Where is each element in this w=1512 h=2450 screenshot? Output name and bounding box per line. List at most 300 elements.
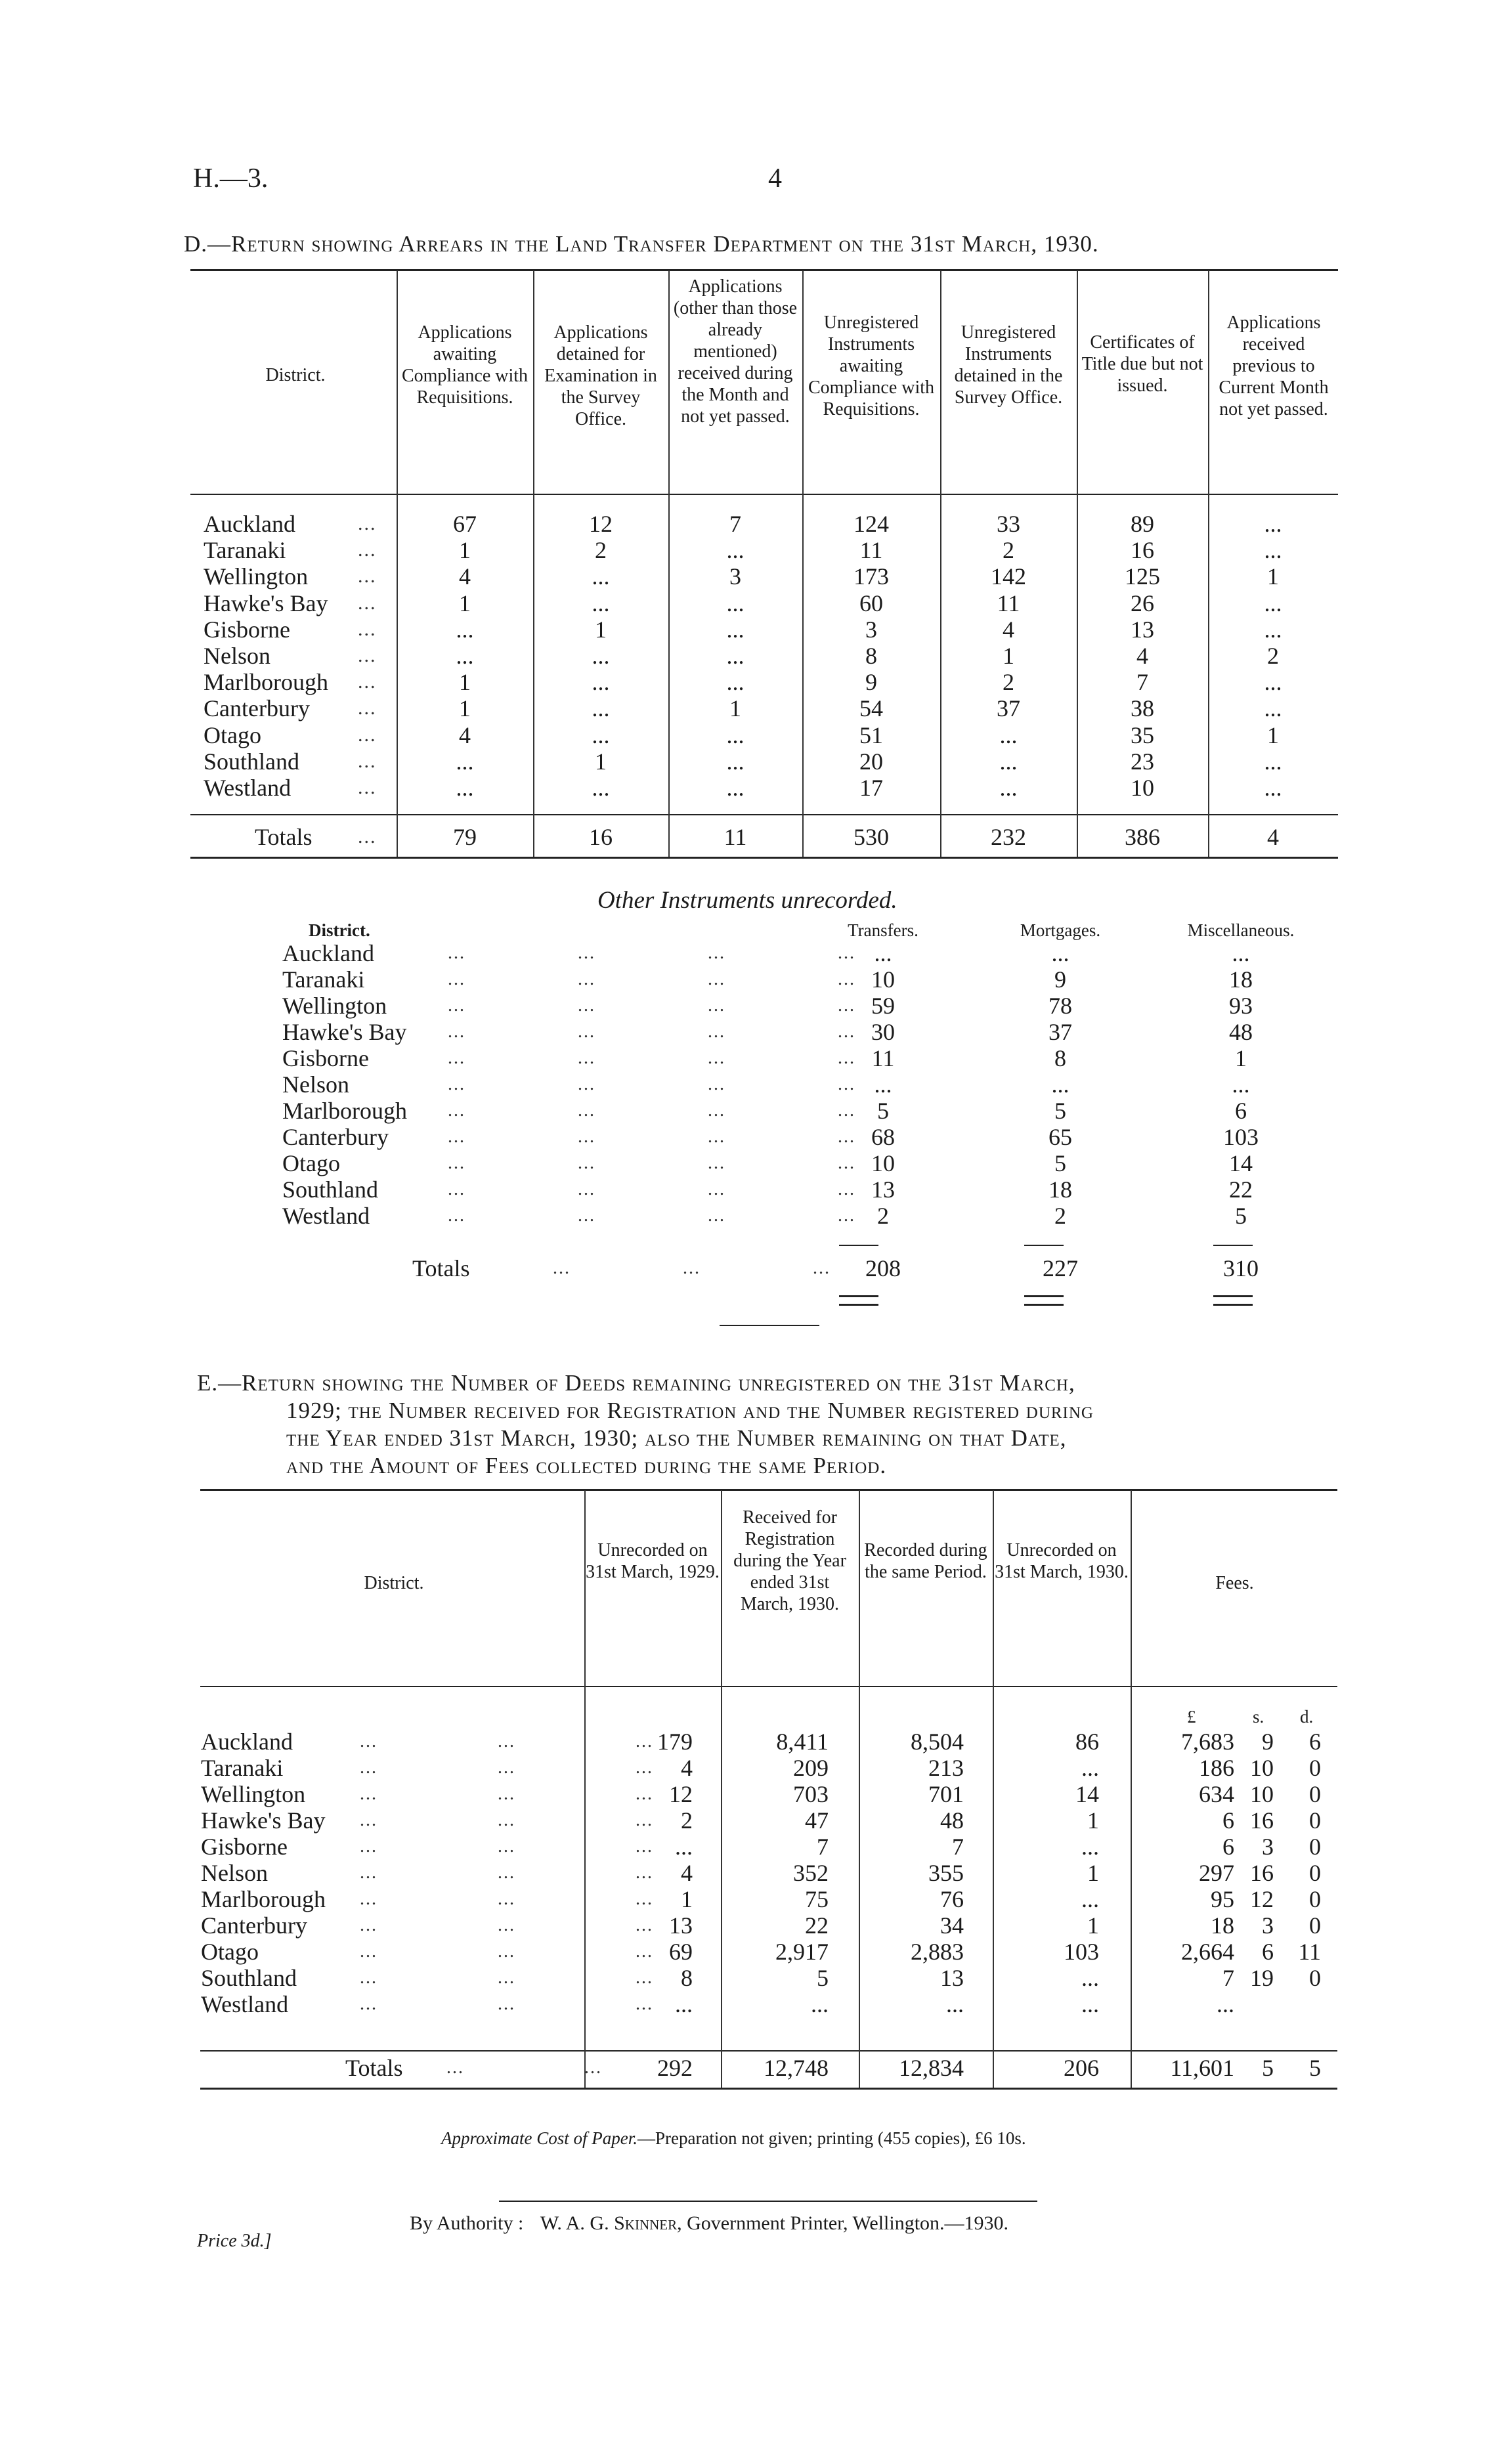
- other-district: Otago: [282, 1150, 340, 1176]
- table-e-fee: 3: [1262, 1912, 1274, 1939]
- other-total-double-rule: [1024, 1295, 1064, 1306]
- table-e-fee: 16: [1250, 1807, 1274, 1834]
- table-e-cell: 103: [1064, 1939, 1099, 1965]
- table-e-leader-dots: ... ... ...: [360, 1810, 653, 1830]
- table-e-fee: 6: [1262, 1939, 1274, 1965]
- table-e-fee: 7: [1222, 1965, 1234, 1991]
- table-d-cell: ...: [726, 748, 745, 775]
- table-d-cell: ...: [1264, 590, 1282, 616]
- table-e-cell: ...: [1081, 1755, 1099, 1781]
- table-e-district: Auckland: [201, 1729, 293, 1755]
- table-d-district: Gisborne: [204, 616, 290, 643]
- price-note: Price 3d.]: [197, 2231, 272, 2251]
- other-cell: 5: [1054, 1098, 1066, 1124]
- table-e-cell: ...: [1081, 1991, 1099, 2017]
- table-d-cell: 9: [865, 669, 877, 695]
- table-d-total: 386: [1125, 824, 1160, 850]
- table-e-total-fee: 11,601: [1170, 2055, 1234, 2081]
- table-e-district: Hawke's Bay: [201, 1807, 326, 1834]
- other-cell: 103: [1223, 1124, 1259, 1150]
- table-e-fee: 10: [1250, 1781, 1274, 1807]
- other-leader-dots: ... ... ...: [553, 1258, 831, 1278]
- other-cell: 22: [1229, 1176, 1253, 1203]
- table-e-cell: ...: [811, 1991, 829, 2017]
- table-e-cell: 2: [681, 1807, 693, 1834]
- other-leader-dots: ... ... ... ...: [448, 969, 855, 989]
- other-cell: 10: [871, 1150, 895, 1176]
- other-cell: 18: [1229, 966, 1253, 993]
- table-d-cell: 7: [729, 511, 741, 537]
- table-d-leader-dots: ...: [358, 697, 377, 719]
- table-d-cell: 2: [1003, 669, 1014, 695]
- table-d-leader-dots: ...: [358, 539, 377, 561]
- other-cell: 2: [877, 1203, 889, 1229]
- table-d-leader-dots: ...: [358, 618, 377, 640]
- other-district: Nelson: [282, 1071, 349, 1098]
- other-instruments-title: Other Instruments unrecorded.: [597, 887, 897, 914]
- table-e-fee: 0: [1309, 1834, 1321, 1860]
- table-d-totals-label: Totals: [255, 824, 313, 850]
- table-e-header-district: District.: [364, 1573, 424, 1593]
- table-d-header-col6: Certificates of Title due but not issued.: [1081, 332, 1203, 396]
- table-e-cell: 13: [940, 1965, 964, 1991]
- table-d-district: Wellington: [204, 563, 309, 590]
- table-e-header-fees: Fees.: [1215, 1573, 1254, 1593]
- table-e-fee: 0: [1309, 1755, 1321, 1781]
- table-d-cell: ...: [1264, 616, 1282, 643]
- other-leader-dots: ... ... ... ...: [448, 1048, 855, 1068]
- table-d-header-col1: Applications awaiting Compliance with Requisitions.: [401, 322, 529, 408]
- table-e-cell: 47: [805, 1807, 829, 1834]
- table-d-cell: ...: [592, 775, 610, 801]
- table-d-cell: 1: [729, 695, 741, 721]
- table-d-cell: 17: [859, 775, 883, 801]
- table-d-cell: 67: [453, 511, 477, 537]
- table-d-district: Hawke's Bay: [204, 590, 328, 616]
- table-d-cell: 4: [459, 563, 471, 590]
- table-e-fee: 0: [1309, 1912, 1321, 1939]
- table-e-cell: 1: [1087, 1912, 1099, 1939]
- other-cell: ...: [874, 1071, 892, 1098]
- table-d-header-district: District.: [265, 365, 326, 385]
- other-cell: ...: [1051, 940, 1069, 966]
- table-e-fee: 19: [1250, 1965, 1274, 1991]
- table-d-district: Marlborough: [204, 669, 328, 695]
- printer-authority: [410, 2212, 1008, 2235]
- table-d-leader-dots: ...: [358, 826, 377, 848]
- table-e-bottom-rule: [200, 2088, 1337, 2090]
- table-d-cell: 16: [1131, 537, 1154, 563]
- table-d-cell: ...: [726, 616, 745, 643]
- authority-prefix: By Authority :: [410, 2212, 524, 2234]
- table-d-cell: 1: [459, 669, 471, 695]
- other-leader-dots: ... ... ... ...: [448, 995, 855, 1016]
- table-d-cell: 3: [729, 563, 741, 590]
- table-e-leader-dots: ... ... ...: [360, 1757, 653, 1778]
- table-e-fee: 3: [1262, 1834, 1274, 1860]
- table-d-total: 11: [724, 824, 747, 850]
- other-cell: 10: [871, 966, 895, 993]
- table-d-district: Nelson: [204, 643, 270, 669]
- other-total: 208: [865, 1255, 901, 1281]
- table-e-header-col4: Unrecorded on 31st March, 1930.: [995, 1540, 1129, 1582]
- table-d-cell: 142: [991, 563, 1026, 590]
- other-district: Marlborough: [282, 1098, 407, 1124]
- other-cell: 8: [1054, 1045, 1066, 1071]
- section-e-title-line3: the Year ended 31st March, 1930; also the Number remaining on that Date,: [286, 1425, 1067, 1451]
- table-d-cell: 1: [459, 590, 471, 616]
- table-e-cell: 1: [681, 1886, 693, 1912]
- printer-name: W. A. G. Skinner: [540, 2212, 678, 2234]
- table-e-cell: ...: [675, 1991, 693, 2017]
- table-e-fee: 95: [1211, 1886, 1234, 1912]
- table-e-total: 292: [657, 2055, 693, 2081]
- other-cell: 11: [871, 1045, 895, 1071]
- table-d-cell: ...: [1264, 748, 1282, 775]
- table-d-cell: 54: [859, 695, 883, 721]
- section-e-title-line4: and the Amount of Fees collected during the same Period.: [286, 1453, 887, 1478]
- other-cell: ...: [874, 940, 892, 966]
- table-d-cell: ...: [999, 748, 1018, 775]
- other-leader-dots: ... ... ... ...: [448, 943, 855, 963]
- table-d-cell: 4: [459, 722, 471, 748]
- table-e-district: Southland: [201, 1965, 297, 1991]
- table-d-cell: ...: [726, 643, 745, 669]
- other-leader-dots: ... ... ... ...: [448, 1179, 855, 1199]
- table-d-leader-dots: ...: [358, 750, 377, 772]
- table-e-leader-dots: ... ...: [446, 2057, 602, 2078]
- table-e-fee: 0: [1309, 1860, 1321, 1886]
- table-d-header-col5: Unregistered Instruments detained in the Survey Office.: [954, 322, 1063, 408]
- table-d-cell: ...: [726, 590, 745, 616]
- table-e-fee: 634: [1199, 1781, 1234, 1807]
- table-d-cell: ...: [1264, 669, 1282, 695]
- other-cell: 48: [1229, 1019, 1253, 1045]
- table-e-fee: 0: [1309, 1807, 1321, 1834]
- table-d-cell: ...: [592, 695, 610, 721]
- table-d-cell: 23: [1131, 748, 1154, 775]
- table-d-leader-dots: ...: [358, 513, 377, 534]
- table-d-cell: ...: [456, 748, 474, 775]
- table-d-cell: ...: [456, 775, 474, 801]
- table-e-fee: 0: [1309, 1886, 1321, 1912]
- other-leader-dots: ... ... ... ...: [448, 1021, 855, 1042]
- table-d-district: Canterbury: [204, 695, 310, 721]
- table-d-total: 4: [1267, 824, 1279, 850]
- table-e-cell: 352: [793, 1860, 829, 1886]
- table-e-totals-label: Totals: [345, 2055, 403, 2081]
- document-reference: H.—3.: [193, 163, 269, 194]
- other-cell: ...: [1232, 940, 1250, 966]
- table-d-cell: 20: [859, 748, 883, 775]
- table-d-leader-dots: ...: [358, 565, 377, 587]
- other-cell: 5: [877, 1098, 889, 1124]
- other-cell: 30: [871, 1019, 895, 1045]
- other-cell: ...: [1232, 1071, 1250, 1098]
- table-d-cell: 2: [1003, 537, 1014, 563]
- table-e-fee: 11: [1298, 1939, 1321, 1965]
- table-d-cell: 33: [997, 511, 1020, 537]
- section-d-title: D.—Return showing Arrears in the Land Transfer Department on the 31st March, 1930.: [184, 231, 1099, 257]
- table-d-cell: 51: [859, 722, 883, 748]
- table-d-cell: 4: [1136, 643, 1148, 669]
- table-d-cell: 37: [997, 695, 1020, 721]
- table-e-cell: 69: [669, 1939, 693, 1965]
- table-e-cell: 2,883: [911, 1939, 964, 1965]
- other-cell: 37: [1048, 1019, 1072, 1045]
- table-e-total-fee: 5: [1309, 2055, 1321, 2081]
- table-e-cell: 5: [817, 1965, 829, 1991]
- other-cell: 14: [1229, 1150, 1253, 1176]
- table-d-cell: ...: [1264, 775, 1282, 801]
- table-e-leader-dots: ... ... ...: [360, 1915, 653, 1935]
- table-e-fee: 7,683: [1181, 1729, 1234, 1755]
- table-e-fee: 186: [1199, 1755, 1234, 1781]
- table-d-cell: 11: [859, 537, 883, 563]
- table-e-cell: 701: [928, 1781, 964, 1807]
- table-e-fee: 16: [1250, 1860, 1274, 1886]
- table-e-cell: ...: [675, 1834, 693, 1860]
- table-e-cell: ...: [1081, 1886, 1099, 1912]
- fee-unit-pence: d.: [1300, 1707, 1314, 1727]
- table-e-cell: 4: [681, 1755, 693, 1781]
- table-d-bottom-rule: [190, 857, 1338, 859]
- table-d-header-col7: Applications received previous to Current Month not yet passed.: [1219, 312, 1329, 419]
- table-d-district: Otago: [204, 722, 261, 748]
- table-d-leader-dots: ...: [358, 592, 377, 614]
- other-header-miscellaneous: Miscellaneous.: [1187, 920, 1295, 940]
- table-d-cell: 1: [595, 616, 607, 643]
- table-d-top-rule: [190, 269, 1338, 271]
- table-e-leader-dots: ... ... ...: [360, 1889, 653, 1909]
- table-e-cell: 75: [805, 1886, 829, 1912]
- other-sum-rule: [839, 1245, 878, 1246]
- table-d-cell: ...: [592, 669, 610, 695]
- other-cell: 68: [871, 1124, 895, 1150]
- table-e-cell: 209: [793, 1755, 829, 1781]
- table-e-cell: ...: [946, 1991, 964, 2017]
- other-cell: 59: [871, 993, 895, 1019]
- other-cell: ...: [1051, 1071, 1069, 1098]
- other-district: Hawke's Bay: [282, 1019, 407, 1045]
- table-d-total: 232: [991, 824, 1026, 850]
- table-e-cell: 8: [681, 1965, 693, 1991]
- table-d-header-col4: Unregistered Instruments awaiting Compliance with Requisitions.: [808, 312, 935, 419]
- table-e-cell: 12: [669, 1781, 693, 1807]
- table-d-cell: 173: [853, 563, 889, 590]
- table-e-cell: 14: [1075, 1781, 1099, 1807]
- table-d-cell: 7: [1136, 669, 1148, 695]
- table-d-leader-dots: ...: [358, 671, 377, 693]
- table-e-cell: 76: [940, 1886, 964, 1912]
- other-cell: 1: [1235, 1045, 1247, 1071]
- table-e-leader-dots: ... ... ...: [360, 1941, 653, 1962]
- table-e-cell: 1: [1087, 1860, 1099, 1886]
- table-e-total: 12,834: [899, 2055, 964, 2081]
- table-d-cell: ...: [1264, 537, 1282, 563]
- fee-unit-pounds: £: [1187, 1707, 1196, 1727]
- table-d-totals-rule: [190, 814, 1338, 815]
- other-header-transfers: Transfers.: [848, 920, 918, 940]
- table-d-cell: 11: [997, 590, 1020, 616]
- table-e-district: Gisborne: [201, 1834, 288, 1860]
- table-d-cell: 1: [1267, 722, 1279, 748]
- table-e-fee: 6: [1222, 1834, 1234, 1860]
- other-sum-rule: [1213, 1245, 1253, 1246]
- table-e-fee: 10: [1250, 1755, 1274, 1781]
- table-d-cell: 13: [1131, 616, 1154, 643]
- table-d-cell: ...: [456, 616, 474, 643]
- table-e-leader-dots: ... ... ...: [360, 1862, 653, 1883]
- other-header-district: District.: [309, 920, 370, 940]
- table-d-cell: 4: [1003, 616, 1014, 643]
- table-d-cell: 8: [865, 643, 877, 669]
- other-district: Taranaki: [282, 966, 365, 993]
- other-cell: 5: [1235, 1203, 1247, 1229]
- table-d-cell: 12: [589, 511, 613, 537]
- table-d-cell: 35: [1131, 722, 1154, 748]
- other-total: 227: [1043, 1255, 1078, 1281]
- table-d-cell: 60: [859, 590, 883, 616]
- table-d-total: 16: [589, 824, 613, 850]
- table-e-header-col3: Recorded during the same Period.: [864, 1540, 987, 1582]
- table-e-fee: 0: [1309, 1965, 1321, 1991]
- table-e-totals-rule: [200, 2050, 1337, 2052]
- page-number: 4: [768, 163, 782, 194]
- table-e-cell: 1: [1087, 1807, 1099, 1834]
- table-e-cell: 213: [928, 1755, 964, 1781]
- table-d-cell: ...: [592, 563, 610, 590]
- table-d-total: 530: [853, 824, 889, 850]
- table-d-cell: 26: [1131, 590, 1154, 616]
- table-d-leader-dots: ...: [358, 777, 377, 798]
- other-total-double-rule: [839, 1295, 878, 1306]
- table-e-cell: 13: [669, 1912, 693, 1939]
- table-d-cell: 124: [853, 511, 889, 537]
- table-e-total: 206: [1064, 2055, 1099, 2081]
- table-d-total: 79: [453, 824, 477, 850]
- table-e-cell: 179: [657, 1729, 693, 1755]
- table-e-fee: 12: [1250, 1886, 1274, 1912]
- table-e-cell: ...: [1081, 1965, 1099, 1991]
- table-e-fee: 18: [1211, 1912, 1234, 1939]
- fee-unit-shillings: s.: [1253, 1707, 1264, 1727]
- table-e-cell: 2,917: [775, 1939, 829, 1965]
- table-e-district: Nelson: [201, 1860, 268, 1886]
- table-e-cell: 48: [940, 1807, 964, 1834]
- table-e-fee: 6: [1222, 1807, 1234, 1834]
- table-e-cell: 355: [928, 1860, 964, 1886]
- table-d-cell: 125: [1125, 563, 1160, 590]
- other-leader-dots: ... ... ... ...: [448, 1205, 855, 1226]
- other-cell: 18: [1048, 1176, 1072, 1203]
- table-d-cell: ...: [999, 775, 1018, 801]
- cost-note-text: —Preparation not given; printing (455 copies), £6 10s.: [637, 2128, 1026, 2148]
- table-e-district: Otago: [201, 1939, 259, 1965]
- table-d-district: Southland: [204, 748, 300, 775]
- other-district: Auckland: [282, 940, 374, 966]
- table-d-cell: 1: [1267, 563, 1279, 590]
- other-district: Wellington: [282, 993, 387, 1019]
- table-d-cell: ...: [726, 722, 745, 748]
- table-e-leader-dots: ... ... ...: [360, 1994, 653, 2014]
- other-cell: 13: [871, 1176, 895, 1203]
- table-e-cell: 8,411: [776, 1729, 829, 1755]
- other-leader-dots: ... ... ... ...: [448, 1074, 855, 1094]
- other-cell: 65: [1048, 1124, 1072, 1150]
- table-e-cell: 4: [681, 1860, 693, 1886]
- table-d-cell: ...: [592, 590, 610, 616]
- table-e-total: 12,748: [764, 2055, 829, 2081]
- table-d-cell: ...: [456, 643, 474, 669]
- table-e-cell: 7: [817, 1834, 829, 1860]
- table-e-cell: 86: [1075, 1729, 1099, 1755]
- table-e-leader-dots: ... ... ...: [360, 1784, 653, 1804]
- table-e-fee: 9: [1262, 1729, 1274, 1755]
- table-e-district: Wellington: [201, 1781, 306, 1807]
- table-e-fee: 6: [1309, 1729, 1321, 1755]
- table-d-leader-dots: ...: [358, 645, 377, 666]
- table-d-district: Westland: [204, 775, 292, 801]
- table-d-leader-dots: ...: [358, 724, 377, 746]
- other-cell: 2: [1054, 1203, 1066, 1229]
- other-cell: 93: [1229, 993, 1253, 1019]
- other-district: Westland: [282, 1203, 370, 1229]
- table-d-header-col2: Applications detained for Examination in the Survey Office.: [544, 322, 657, 429]
- table-d-cell: ...: [1264, 695, 1282, 721]
- other-header-mortgages: Mortgages.: [1020, 920, 1101, 940]
- table-d-cell: 10: [1131, 775, 1154, 801]
- table-e-leader-dots: ... ... ...: [360, 1836, 653, 1857]
- table-e-fee: 2,664: [1181, 1939, 1234, 1965]
- other-district: Canterbury: [282, 1124, 389, 1150]
- table-d-cell: 38: [1131, 695, 1154, 721]
- table-d-cell: 3: [865, 616, 877, 643]
- table-e-cell: 7: [952, 1834, 964, 1860]
- table-d-cell: ...: [726, 775, 745, 801]
- table-e-leader-dots: ... ... ...: [360, 1731, 653, 1752]
- other-cell: 9: [1054, 966, 1066, 993]
- table-d-cell: 1: [595, 748, 607, 775]
- table-d-cell: ...: [726, 669, 745, 695]
- table-e-fee: 297: [1199, 1860, 1234, 1886]
- table-e-cell: 703: [793, 1781, 829, 1807]
- section-e-title-line2: 1929; the Number received for Registration and the Number registered during: [286, 1398, 1094, 1423]
- other-sum-rule: [1024, 1245, 1064, 1246]
- table-d-header-col3: Applications (other than those already mentioned) received during the Month and not yet passed.: [673, 276, 798, 427]
- other-district: Gisborne: [282, 1045, 369, 1071]
- table-d-cell: 2: [595, 537, 607, 563]
- table-e-cell: 8,504: [911, 1729, 964, 1755]
- table-e-header-col1: Unrecorded on 31st March, 1929.: [586, 1540, 720, 1582]
- table-d-cell: 1: [459, 537, 471, 563]
- table-e-top-rule: [200, 1489, 1337, 1491]
- other-totals-label: Totals: [412, 1255, 470, 1281]
- authority-rest: , Government Printer, Wellington.—1930.: [677, 2212, 1009, 2234]
- other-cell: 6: [1235, 1098, 1247, 1124]
- table-d-cell: 89: [1131, 511, 1154, 537]
- other-cell: 78: [1048, 993, 1072, 1019]
- table-e-cell: 34: [940, 1912, 964, 1939]
- table-d-cell: ...: [726, 537, 745, 563]
- table-d-cell: ...: [592, 722, 610, 748]
- table-e-fee: ...: [1217, 1991, 1234, 2017]
- table-d-header-rule: [190, 494, 1338, 495]
- table-d-cell: 1: [1003, 643, 1014, 669]
- table-d-cell: 2: [1267, 643, 1279, 669]
- table-e-cell: 22: [805, 1912, 829, 1939]
- other-leader-dots: ... ... ... ...: [448, 1153, 855, 1173]
